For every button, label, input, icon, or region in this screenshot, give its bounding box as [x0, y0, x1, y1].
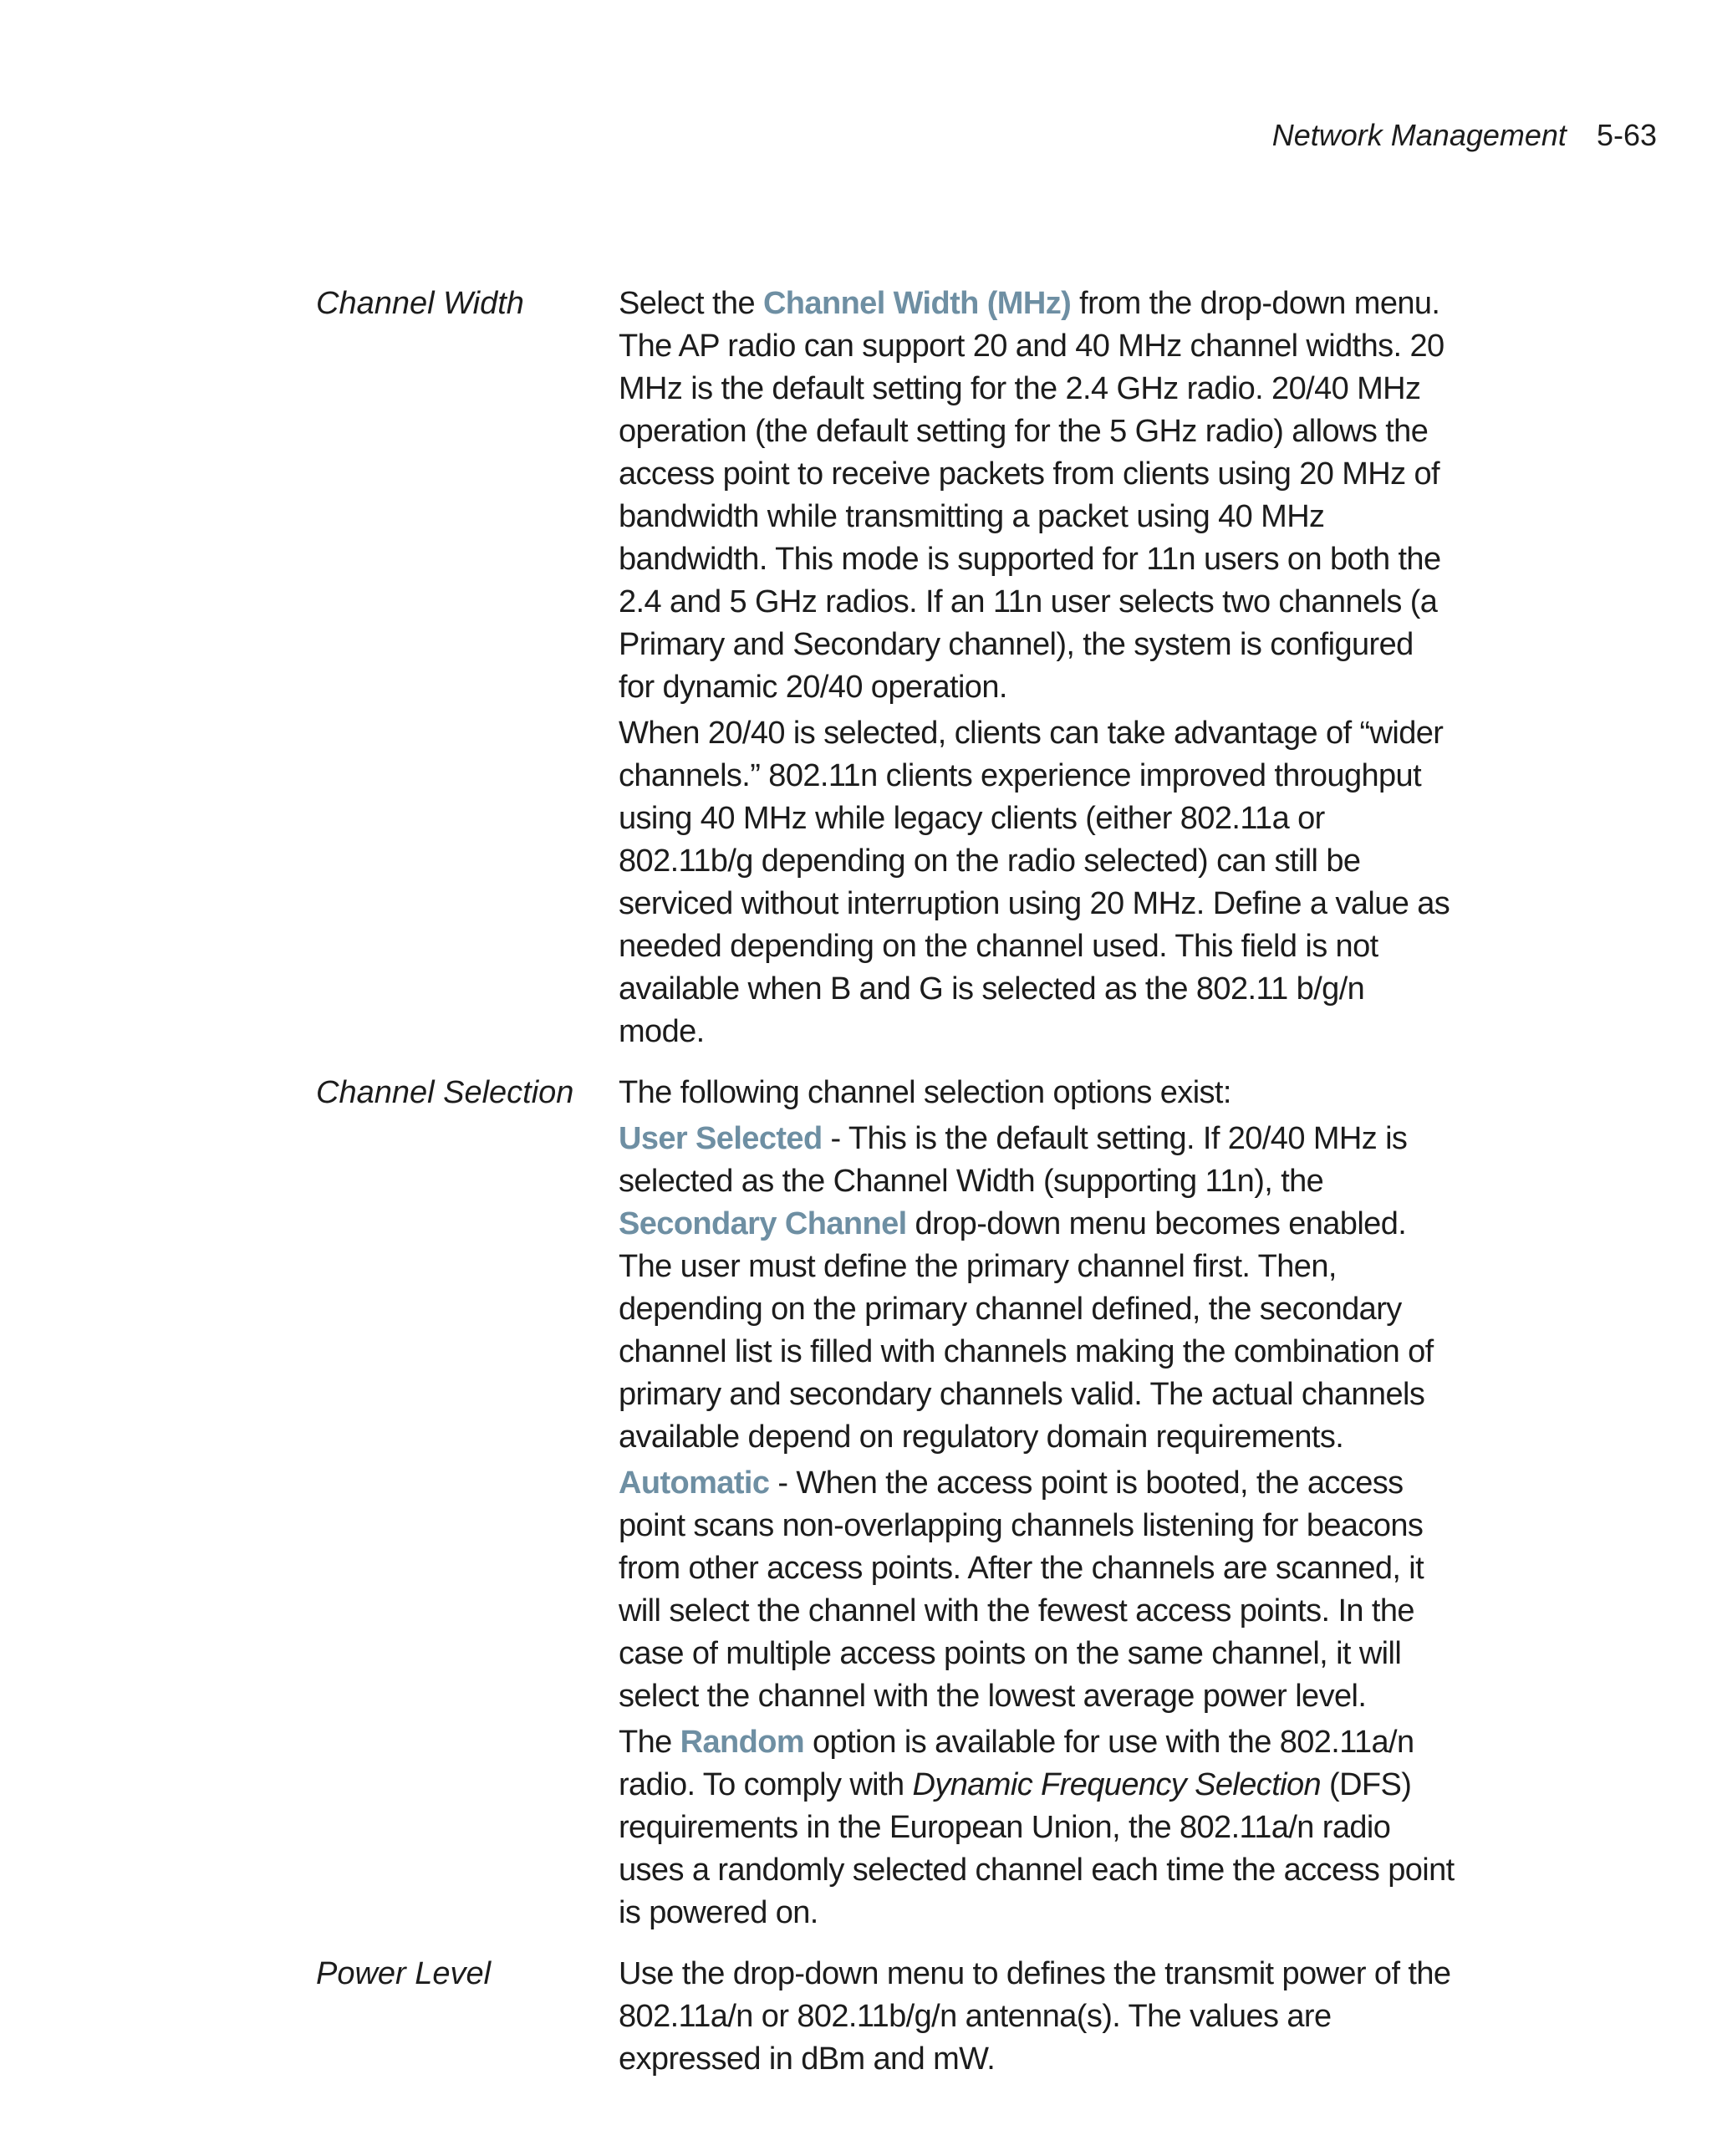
term-label: Channel Width	[316, 286, 524, 321]
description-paragraph	[619, 283, 1455, 709]
parameter-table	[0, 283, 1712, 2099]
entry-channel-selection	[0, 1072, 1712, 1934]
page-number: 5-63	[1596, 118, 1657, 152]
text-run: The following channel selection options exist:	[619, 1075, 1231, 1110]
running-header	[1272, 115, 1657, 155]
text-run: When 20/40 is selected, clients can take advantage of “wider channels.” 802.11n clients experience improved throughput using 40 MHz while legacy clients (either 802.11a or 802.11b/g depending on the radio selected) can still be serviced without interruption using 20 MHz. Define a value as needed depending on the channel used. This field is not available when B and G is selected as the 802.11 b/g/n mode.	[619, 716, 1450, 1049]
text-run: drop-down menu becomes enabled. The user must define the primary channel first. Then, depending on the primary channel defined, the secondary channel list is filled with channels making the combination of primary and secondary channels valid. The actual channels available depend on regulatory domain requirements.	[619, 1206, 1434, 1455]
ui-field-reference: User Selected	[619, 1121, 823, 1156]
term-description	[619, 1953, 1455, 2081]
description-paragraph	[619, 1462, 1455, 1718]
entry-channel-width	[0, 283, 1712, 1053]
description-paragraph	[619, 712, 1455, 1053]
italic-term: Dynamic Frequency Selection	[912, 1767, 1322, 1802]
text-run: - This is the default setting. If 20/40 MHz is selected as the Channel Width (supporting 11n), the	[619, 1121, 1408, 1199]
term-label: Channel Selection	[316, 1075, 574, 1110]
description-paragraph	[619, 1721, 1455, 1934]
text-run: Use the drop-down menu to defines the transmit power of the 802.11a/n or 802.11b/g/n antenna(s). The values are expressed in dBm and mW.	[619, 1956, 1451, 2077]
description-paragraph	[619, 1072, 1455, 1114]
text-run: - When the access point is booted, the access point scans non-overlapping channels listening for beacons from other access points. After the channels are scanned, it will select the channel with the fewest access points. In the case of multiple access points on the same channel, it will select the channel with the lowest average power level.	[619, 1465, 1424, 1714]
term-label: Power Level	[316, 1956, 492, 1991]
ui-field-reference: Secondary Channel	[619, 1206, 907, 1241]
term-description	[619, 283, 1455, 1053]
entry-power-level	[0, 1953, 1712, 2081]
text-run: from the drop-down menu. The AP radio can support 20 and 40 MHz channel widths. 20 MHz is the default setting for the 2.4 GHz radio. 20/40 MHz operation (the default setting for the 5 GHz radio) allows the access point to receive packets from clients using 20 MHz of bandwidth while transmitting a packet using 40 MHz bandwidth. This mode is supported for 11n users on both the 2.4 and 5 GHz radios. If an 11n user selects two channels (a Primary and Secondary channel), the system is configured for dynamic 20/40 operation.	[619, 286, 1444, 705]
ui-field-reference: Automatic	[619, 1465, 770, 1501]
term-description	[619, 1072, 1455, 1934]
ui-field-reference: Random	[680, 1725, 805, 1760]
text-run: (DFS) requirements in the European Union, the 802.11a/n radio uses a randomly selected channel each time the access point is powered on.	[619, 1767, 1455, 1930]
description-paragraph	[619, 1118, 1455, 1459]
section-title: Network Management	[1271, 118, 1567, 152]
text-run: Select the	[619, 286, 763, 321]
text-run: option is available for use with the 802.11a/n radio. To comply with	[619, 1725, 1414, 1802]
ui-field-reference: Channel Width (MHz)	[762, 286, 1072, 321]
description-paragraph	[619, 1953, 1455, 2081]
text-run: The	[619, 1725, 680, 1760]
